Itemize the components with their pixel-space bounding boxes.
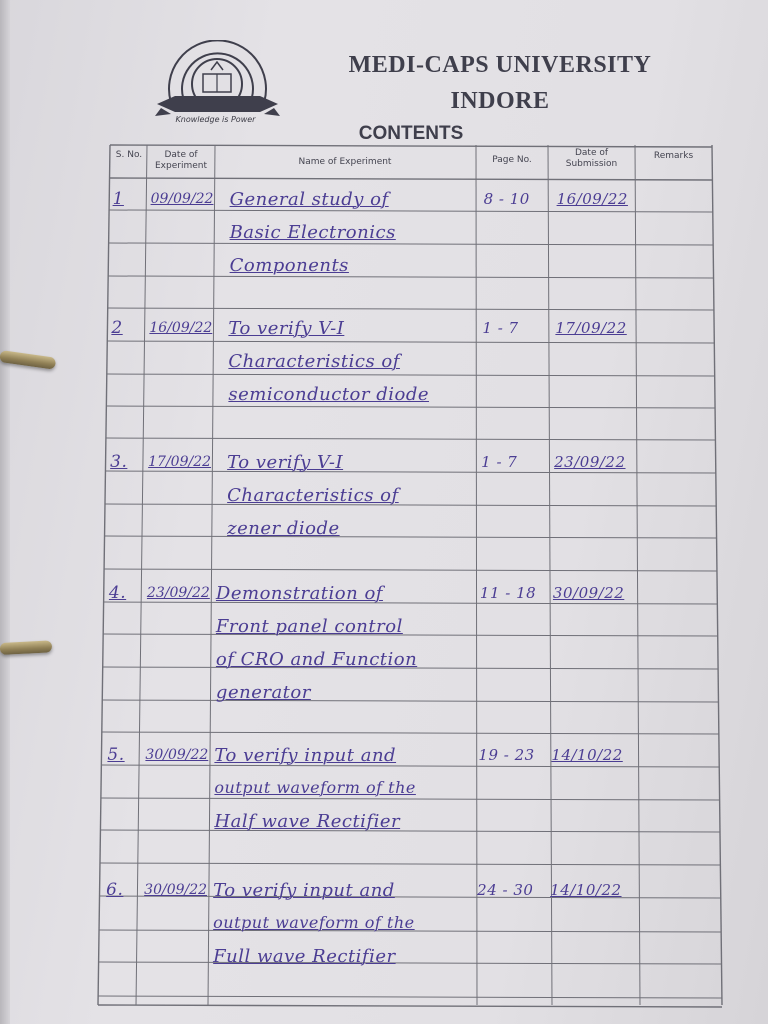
table-rule bbox=[105, 504, 716, 506]
table-rule bbox=[108, 276, 713, 278]
experiment-name-line: To verify V-I bbox=[228, 318, 345, 339]
tagline: Knowledge is Power bbox=[175, 115, 256, 124]
serial-number: 2 bbox=[111, 318, 123, 338]
table-column-rule bbox=[712, 145, 722, 1005]
submission-date: 14/10/22 bbox=[551, 746, 623, 764]
page-number: 19 - 23 bbox=[478, 746, 535, 764]
table-rule bbox=[106, 438, 715, 440]
serial-number: 3. bbox=[110, 452, 128, 472]
experiment-name-line: generator bbox=[215, 682, 311, 703]
page-number: 11 - 18 bbox=[479, 584, 537, 602]
table-rule bbox=[107, 341, 714, 343]
header-date-of-experiment: Date of Experiment bbox=[154, 150, 207, 171]
experiment-name-line: Front panel control bbox=[215, 616, 403, 637]
table-rule bbox=[107, 374, 715, 376]
experiment-name-line: of CRO and Function bbox=[215, 649, 418, 670]
header-remarks: Remarks bbox=[653, 151, 694, 161]
table-rule bbox=[104, 602, 718, 604]
table-rule bbox=[106, 406, 715, 408]
page-number: 8 - 10 bbox=[483, 190, 530, 208]
table-column-rule bbox=[476, 145, 477, 1005]
experiment-date: 30/09/22 bbox=[145, 747, 209, 763]
header-name-of-experiment: Name of Experiment bbox=[298, 157, 392, 167]
page-title: CONTENTS bbox=[358, 123, 464, 144]
experiment-name-line: output waveform of the bbox=[213, 913, 415, 932]
header-date-of-submission: Date of Submission bbox=[565, 148, 618, 169]
experiment-name-line: General study of bbox=[229, 189, 389, 210]
header-page-no: Page No. bbox=[492, 155, 532, 165]
table-rule bbox=[101, 765, 719, 767]
experiment-name-line: Basic Electronics bbox=[229, 222, 396, 243]
experiment-date: 16/09/22 bbox=[149, 320, 213, 336]
serial-number: 6. bbox=[106, 880, 124, 900]
experiment-date: 17/09/22 bbox=[148, 454, 212, 470]
table-rule bbox=[100, 863, 720, 865]
table-column-rule bbox=[548, 145, 552, 1005]
experiment-name-line: To verify input and bbox=[213, 880, 395, 901]
experiment-name-line: output waveform of the bbox=[214, 778, 416, 797]
table-rule bbox=[99, 962, 722, 964]
table-rule bbox=[103, 634, 718, 636]
submission-date: 17/09/22 bbox=[555, 319, 627, 337]
submission-date: 23/09/22 bbox=[554, 453, 626, 471]
table-rule bbox=[110, 178, 713, 180]
table-column-rule bbox=[136, 145, 147, 1005]
table-rule bbox=[109, 210, 713, 212]
serial-number: 5. bbox=[107, 745, 125, 765]
serial-number: 4. bbox=[108, 583, 127, 603]
table-rule bbox=[98, 996, 722, 998]
experiment-name-line: To verify input and bbox=[214, 745, 397, 766]
serial-number: 1 bbox=[112, 189, 124, 209]
submission-date: 16/09/22 bbox=[556, 190, 628, 208]
header-sno: S. No. bbox=[115, 150, 143, 160]
experiment-name-line: Demonstration of bbox=[215, 583, 383, 604]
submission-date: 30/09/22 bbox=[552, 584, 625, 602]
table-rule bbox=[102, 732, 719, 734]
experiment-name-line: To verify V-I bbox=[227, 452, 344, 473]
experiment-date: 23/09/22 bbox=[146, 585, 210, 601]
table-rule bbox=[102, 700, 718, 702]
page-number: 1 - 7 bbox=[481, 453, 518, 471]
experiment-name-line: Half wave Rectifier bbox=[214, 811, 401, 832]
submission-date: 14/10/22 bbox=[550, 881, 622, 899]
table-column-rule bbox=[98, 145, 110, 1005]
experiment-name-line: Characteristics of bbox=[227, 485, 399, 506]
table-rule bbox=[108, 308, 714, 310]
experiment-name-line: Characteristics of bbox=[228, 351, 400, 372]
university-name: MEDI-CAPS UNIVERSITY bbox=[348, 52, 652, 78]
experiment-name-line: Components bbox=[229, 255, 349, 276]
page-number: 1 - 7 bbox=[482, 319, 519, 337]
experiment-name-line: semiconductor diode bbox=[228, 384, 429, 405]
university-city: INDORE bbox=[450, 88, 550, 114]
table-rule bbox=[105, 536, 717, 538]
table-rule bbox=[110, 145, 712, 147]
table-rule bbox=[105, 471, 715, 473]
table-rule bbox=[109, 243, 714, 245]
table-rule bbox=[101, 798, 720, 800]
table-rule bbox=[98, 1005, 722, 1007]
table-column-rule bbox=[635, 145, 640, 1005]
table-rule bbox=[104, 569, 717, 571]
experiment-date: 09/09/22 bbox=[150, 191, 214, 207]
table-rule bbox=[100, 830, 720, 832]
experiment-date: 30/09/22 bbox=[144, 882, 208, 898]
experiment-name-line: Full wave Rectifier bbox=[213, 946, 396, 967]
table-column-rule bbox=[208, 145, 215, 1005]
experiment-name-line: zener diode bbox=[227, 518, 340, 539]
page-number: 24 - 30 bbox=[477, 881, 534, 899]
